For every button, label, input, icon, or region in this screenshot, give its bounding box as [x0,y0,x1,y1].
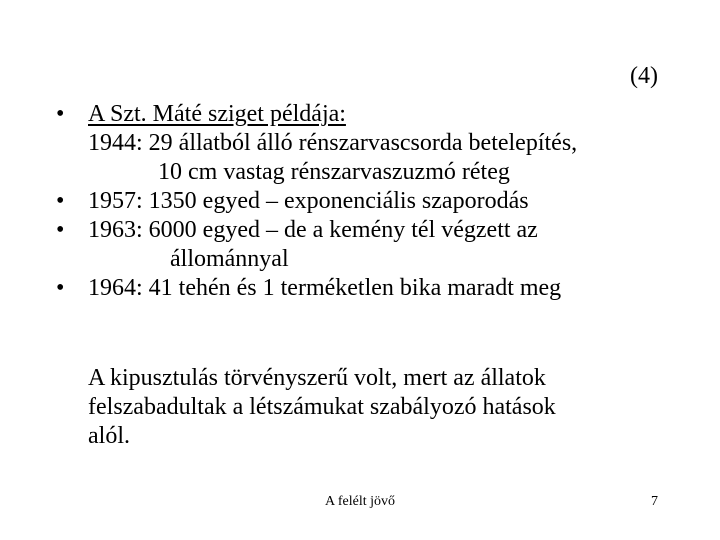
bullet-line: 10 cm vastag rénszarvaszuzmó réteg [158,159,510,185]
bullet-item-3 [56,216,696,274]
bullet-item-2 [56,187,696,216]
bullet-line: 1963: 6000 egyed – de a kemény tél végzett az [88,217,538,243]
bullet-heading: A Szt. Máté sziget példája: [88,101,346,127]
bullet-icon: • [56,275,65,301]
bullet-item-4 [56,274,696,303]
bullet-icon: • [56,101,65,127]
footer-title: A felélt jövő [325,494,395,509]
conclusion-paragraph [88,364,688,451]
conclusion-line: alól. [88,423,130,449]
bullet-icon: • [56,188,65,214]
bullet-line: 1964: 41 tehén és 1 terméketlen bika maradt meg [88,275,562,301]
bullet-line: 1957: 1350 egyed – exponenciális szaporodás [88,188,529,214]
bullet-item-1 [56,100,696,187]
section-label: (4) [630,63,658,89]
page-number: 7 [651,494,658,509]
conclusion-line: A kipusztulás törvényszerű volt, mert az állatok [88,365,546,391]
conclusion-line: felszabadultak a létszámukat szabályozó hatások [88,394,556,420]
bullet-list [56,100,696,303]
bullet-line: állománnyal [170,246,289,272]
bullet-icon: • [56,217,65,243]
bullet-line: 1944: 29 állatból álló rénszarvascsorda betelepítés, [88,130,578,156]
